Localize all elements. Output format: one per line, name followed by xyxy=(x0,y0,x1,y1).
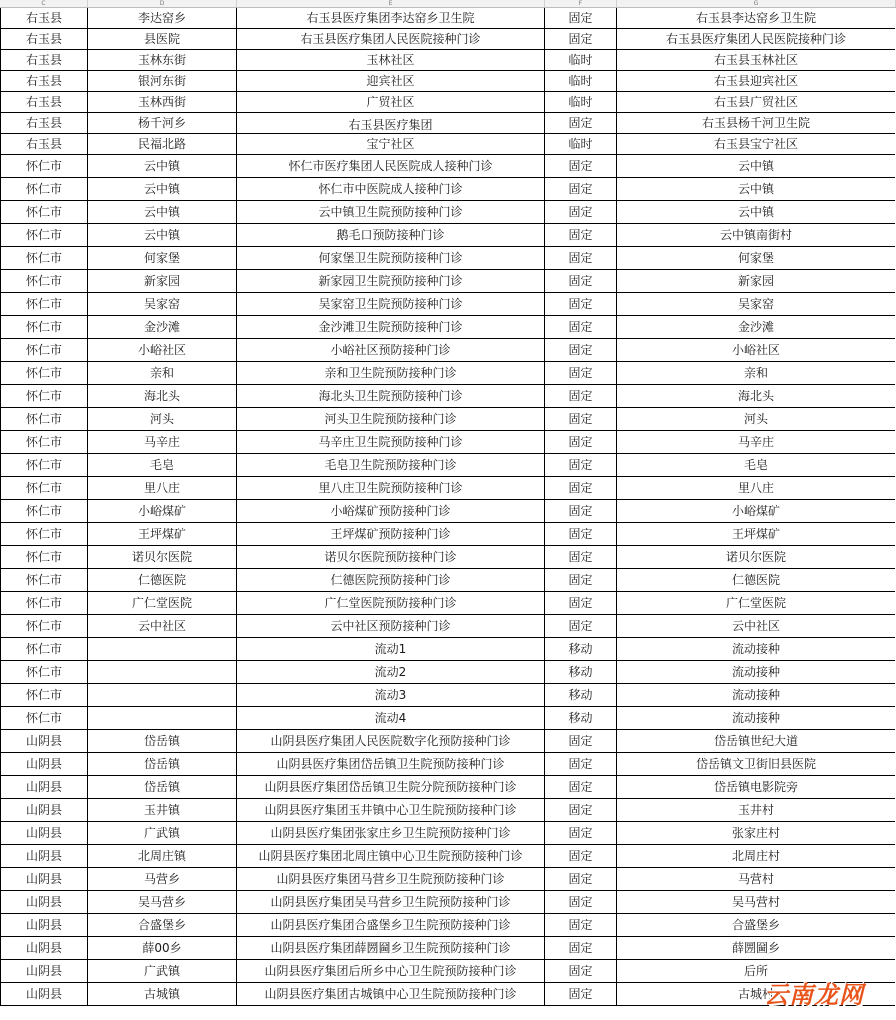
township-cell[interactable]: 民福北路 xyxy=(88,134,237,155)
site-type-cell[interactable]: 固定 xyxy=(545,937,617,960)
site-type-cell[interactable]: 固定 xyxy=(545,523,617,546)
table-row xyxy=(0,71,896,92)
county-cell[interactable]: 右玉县 xyxy=(0,134,88,155)
address-cell[interactable]: 吴家窑 xyxy=(617,293,895,316)
clinic-name-cell[interactable]: 迎宾社区 xyxy=(237,71,545,92)
county-cell[interactable]: 怀仁市 xyxy=(0,431,88,454)
clinic-name-cell[interactable]: 怀仁市中医院成人接种门诊 xyxy=(237,178,545,201)
county-cell[interactable]: 怀仁市 xyxy=(0,569,88,592)
address-cell[interactable]: 王坪煤矿 xyxy=(617,523,895,546)
clinic-name-cell[interactable]: 金沙滩卫生院预防接种门诊 xyxy=(237,316,545,339)
township-cell[interactable]: 海北头 xyxy=(88,385,237,408)
county-cell[interactable]: 怀仁市 xyxy=(0,477,88,500)
table-row xyxy=(0,293,896,316)
column-letter-f[interactable]: F xyxy=(545,0,617,7)
site-type-cell[interactable]: 固定 xyxy=(545,615,617,638)
table-row xyxy=(0,845,896,868)
county-cell[interactable]: 山阴县 xyxy=(0,891,88,914)
clinic-name-cell[interactable]: 仁德医院预防接种门诊 xyxy=(237,569,545,592)
table-row xyxy=(0,776,896,799)
township-cell[interactable]: 合盛堡乡 xyxy=(88,914,237,937)
township-cell[interactable]: 广武镇 xyxy=(88,960,237,983)
county-cell[interactable]: 怀仁市 xyxy=(0,155,88,178)
clinic-name-cell[interactable]: 流动2 xyxy=(237,661,545,684)
site-type-cell[interactable]: 移动 xyxy=(545,684,617,707)
address-cell[interactable]: 玉井村 xyxy=(617,799,895,822)
clinic-name-cell[interactable]: 何家堡卫生院预防接种门诊 xyxy=(237,247,545,270)
address-cell[interactable]: 右玉县杨千河卫生院 xyxy=(617,113,895,134)
table-row xyxy=(0,730,896,753)
site-type-cell[interactable]: 固定 xyxy=(545,293,617,316)
site-type-cell[interactable]: 固定 xyxy=(545,270,617,293)
county-cell[interactable]: 怀仁市 xyxy=(0,270,88,293)
table-row xyxy=(0,362,896,385)
clinic-name-cell[interactable]: 云中镇卫生院预防接种门诊 xyxy=(237,201,545,224)
site-type-cell[interactable]: 固定 xyxy=(545,247,617,270)
table-row xyxy=(0,92,896,113)
table-row xyxy=(0,822,896,845)
table-row xyxy=(0,891,896,914)
address-cell[interactable]: 诺贝尔医院 xyxy=(617,546,895,569)
township-cell[interactable]: 杨千河乡 xyxy=(88,113,237,134)
site-type-cell[interactable]: 移动 xyxy=(545,638,617,661)
clinic-name-cell[interactable]: 小峪煤矿预防接种门诊 xyxy=(237,500,545,523)
table-row xyxy=(0,8,896,29)
vaccination-site-table xyxy=(0,8,896,1006)
township-cell[interactable]: 广仁堂医院 xyxy=(88,592,237,615)
clinic-name-cell[interactable]: 山阴县医疗集团岱岳镇卫生院预防接种门诊 xyxy=(237,753,545,776)
address-cell[interactable]: 流动接种 xyxy=(617,661,895,684)
address-cell[interactable]: 仁德医院 xyxy=(617,569,895,592)
county-cell[interactable]: 右玉县 xyxy=(0,8,88,29)
county-cell[interactable]: 山阴县 xyxy=(0,868,88,891)
address-cell[interactable]: 流动接种 xyxy=(617,707,895,730)
address-cell[interactable]: 小峪社区 xyxy=(617,339,895,362)
address-cell[interactable]: 马辛庄 xyxy=(617,431,895,454)
township-cell[interactable]: 银河东街 xyxy=(88,71,237,92)
site-type-cell[interactable]: 固定 xyxy=(545,546,617,569)
township-cell[interactable]: 云中镇 xyxy=(88,155,237,178)
county-cell[interactable]: 怀仁市 xyxy=(0,293,88,316)
address-cell[interactable]: 云中镇南街村 xyxy=(617,224,895,247)
clinic-name-cell[interactable]: 云中社区预防接种门诊 xyxy=(237,615,545,638)
township-cell[interactable]: 马辛庄 xyxy=(88,431,237,454)
township-cell[interactable]: 县医院 xyxy=(88,29,237,50)
site-type-cell[interactable]: 固定 xyxy=(545,431,617,454)
township-cell[interactable]: 仁德医院 xyxy=(88,569,237,592)
clinic-name-cell[interactable]: 海北头卫生院预防接种门诊 xyxy=(237,385,545,408)
table-row xyxy=(0,914,896,937)
clinic-name-cell[interactable]: 亲和卫生院预防接种门诊 xyxy=(237,362,545,385)
address-cell[interactable]: 云中镇 xyxy=(617,201,895,224)
site-type-cell[interactable]: 固定 xyxy=(545,753,617,776)
clinic-name-cell[interactable]: 毛皂卫生院预防接种门诊 xyxy=(237,454,545,477)
site-type-cell[interactable]: 临时 xyxy=(545,50,617,71)
county-cell[interactable]: 怀仁市 xyxy=(0,362,88,385)
site-type-cell[interactable]: 固定 xyxy=(545,8,617,29)
county-cell[interactable]: 怀仁市 xyxy=(0,707,88,730)
table-row xyxy=(0,431,896,454)
township-cell[interactable]: 玉林东街 xyxy=(88,50,237,71)
township-cell[interactable]: 云中镇 xyxy=(88,201,237,224)
address-cell[interactable]: 右玉县广贸社区 xyxy=(617,92,895,113)
township-cell[interactable]: 玉林西街 xyxy=(88,92,237,113)
clinic-name-cell[interactable]: 流动3 xyxy=(237,684,545,707)
clinic-name-cell[interactable]: 诺贝尔医院预防接种门诊 xyxy=(237,546,545,569)
table-row xyxy=(0,638,896,661)
county-cell[interactable]: 怀仁市 xyxy=(0,638,88,661)
county-cell[interactable]: 怀仁市 xyxy=(0,247,88,270)
site-type-cell[interactable]: 固定 xyxy=(545,113,617,134)
site-type-cell[interactable]: 固定 xyxy=(545,914,617,937)
address-cell[interactable]: 金沙滩 xyxy=(617,316,895,339)
township-cell[interactable]: 云中镇 xyxy=(88,224,237,247)
address-cell[interactable]: 广仁堂医院 xyxy=(617,592,895,615)
township-cell[interactable]: 小峪社区 xyxy=(88,339,237,362)
clinic-name-cell[interactable]: 新家园卫生院预防接种门诊 xyxy=(237,270,545,293)
county-cell[interactable]: 怀仁市 xyxy=(0,385,88,408)
site-type-cell[interactable]: 固定 xyxy=(545,776,617,799)
clinic-name-cell[interactable]: 山阴县医疗集团北周庄镇中心卫生院预防接种门诊 xyxy=(237,845,545,868)
clinic-name-cell[interactable]: 鹅毛口预防接种门诊 xyxy=(237,224,545,247)
county-cell[interactable]: 山阴县 xyxy=(0,983,88,1006)
township-cell[interactable]: 小峪煤矿 xyxy=(88,500,237,523)
address-cell[interactable]: 河头 xyxy=(617,408,895,431)
address-cell[interactable]: 亲和 xyxy=(617,362,895,385)
county-cell[interactable]: 右玉县 xyxy=(0,71,88,92)
site-type-cell[interactable]: 固定 xyxy=(545,960,617,983)
clinic-name-cell[interactable]: 右玉县医疗集团 xyxy=(237,113,545,134)
site-type-cell[interactable]: 固定 xyxy=(545,224,617,247)
address-cell[interactable]: 流动接种 xyxy=(617,684,895,707)
township-cell[interactable]: 里八庄 xyxy=(88,477,237,500)
address-cell[interactable]: 新家园 xyxy=(617,270,895,293)
county-cell[interactable]: 山阴县 xyxy=(0,799,88,822)
site-type-cell[interactable]: 固定 xyxy=(545,155,617,178)
township-cell[interactable]: 岱岳镇 xyxy=(88,776,237,799)
township-cell[interactable]: 毛皂 xyxy=(88,454,237,477)
table-row xyxy=(0,523,896,546)
township-cell[interactable]: 云中社区 xyxy=(88,615,237,638)
township-cell[interactable] xyxy=(88,707,237,730)
site-type-cell[interactable]: 固定 xyxy=(545,408,617,431)
site-type-cell[interactable]: 临时 xyxy=(545,134,617,155)
township-cell[interactable]: 岱岳镇 xyxy=(88,730,237,753)
clinic-name-cell[interactable]: 流动1 xyxy=(237,638,545,661)
county-cell[interactable]: 怀仁市 xyxy=(0,224,88,247)
site-type-cell[interactable]: 固定 xyxy=(545,592,617,615)
site-type-cell[interactable]: 移动 xyxy=(545,661,617,684)
clinic-name-cell[interactable]: 玉林社区 xyxy=(237,50,545,71)
county-cell[interactable]: 山阴县 xyxy=(0,960,88,983)
address-cell[interactable]: 云中镇 xyxy=(617,155,895,178)
site-type-cell[interactable]: 固定 xyxy=(545,983,617,1006)
table-row xyxy=(0,592,896,615)
township-cell[interactable]: 广武镇 xyxy=(88,822,237,845)
address-cell[interactable]: 北周庄村 xyxy=(617,845,895,868)
site-type-cell[interactable]: 移动 xyxy=(545,707,617,730)
table-row xyxy=(0,339,896,362)
clinic-name-cell[interactable]: 山阴县医疗集团吴马营乡卫生院预防接种门诊 xyxy=(237,891,545,914)
clinic-name-cell[interactable]: 山阴县医疗集团玉井镇中心卫生院预防接种门诊 xyxy=(237,799,545,822)
county-cell[interactable]: 怀仁市 xyxy=(0,684,88,707)
township-cell[interactable]: 亲和 xyxy=(88,362,237,385)
county-cell[interactable]: 怀仁市 xyxy=(0,523,88,546)
address-cell[interactable]: 岱岳镇电影院旁 xyxy=(617,776,895,799)
county-cell[interactable]: 怀仁市 xyxy=(0,201,88,224)
address-cell[interactable]: 何家堡 xyxy=(617,247,895,270)
county-cell[interactable]: 怀仁市 xyxy=(0,661,88,684)
clinic-name-cell[interactable]: 河头卫生院预防接种门诊 xyxy=(237,408,545,431)
township-cell[interactable]: 北周庄镇 xyxy=(88,845,237,868)
township-cell[interactable]: 金沙滩 xyxy=(88,316,237,339)
clinic-name-cell[interactable]: 广仁堂医院预防接种门诊 xyxy=(237,592,545,615)
table-row xyxy=(0,799,896,822)
address-cell[interactable]: 薛圐圙乡 xyxy=(617,937,895,960)
site-type-cell[interactable]: 固定 xyxy=(545,868,617,891)
address-cell[interactable]: 里八庄 xyxy=(617,477,895,500)
table-row xyxy=(0,408,896,431)
clinic-name-cell[interactable]: 山阴县医疗集团张家庄乡卫生院预防接种门诊 xyxy=(237,822,545,845)
township-cell[interactable]: 吴家窑 xyxy=(88,293,237,316)
county-cell[interactable]: 山阴县 xyxy=(0,937,88,960)
township-cell[interactable]: 马营乡 xyxy=(88,868,237,891)
county-cell[interactable]: 山阴县 xyxy=(0,776,88,799)
county-cell[interactable]: 怀仁市 xyxy=(0,615,88,638)
site-type-cell[interactable]: 固定 xyxy=(545,477,617,500)
address-cell[interactable]: 右玉县玉林社区 xyxy=(617,50,895,71)
table-row xyxy=(0,224,896,247)
township-cell[interactable]: 诺贝尔医院 xyxy=(88,546,237,569)
site-type-cell[interactable]: 固定 xyxy=(545,822,617,845)
site-type-cell[interactable]: 固定 xyxy=(545,362,617,385)
township-cell[interactable]: 玉井镇 xyxy=(88,799,237,822)
table-row xyxy=(0,569,896,592)
address-cell[interactable]: 后所 xyxy=(617,960,895,983)
clinic-name-cell[interactable]: 王坪煤矿预防接种门诊 xyxy=(237,523,545,546)
table-row xyxy=(0,615,896,638)
site-watermark-logo: 云南龙网 xyxy=(764,980,864,1009)
township-cell[interactable]: 云中镇 xyxy=(88,178,237,201)
county-cell[interactable]: 怀仁市 xyxy=(0,592,88,615)
township-cell[interactable] xyxy=(88,638,237,661)
county-cell[interactable]: 怀仁市 xyxy=(0,500,88,523)
column-header-bar xyxy=(0,0,896,8)
county-cell[interactable]: 右玉县 xyxy=(0,92,88,113)
address-cell[interactable]: 岱岳镇文卫街旧县医院 xyxy=(617,753,895,776)
table-row xyxy=(0,661,896,684)
address-cell[interactable]: 海北头 xyxy=(617,385,895,408)
address-cell[interactable]: 古城村 xyxy=(617,983,895,1006)
table-row xyxy=(0,155,896,178)
site-type-cell[interactable]: 临时 xyxy=(545,71,617,92)
table-row xyxy=(0,868,896,891)
address-cell[interactable]: 右玉县李达窑乡卫生院 xyxy=(617,8,895,29)
county-cell[interactable]: 山阴县 xyxy=(0,845,88,868)
table-row xyxy=(0,385,896,408)
clinic-name-cell[interactable]: 山阴县医疗集团马营乡卫生院预防接种门诊 xyxy=(237,868,545,891)
township-cell[interactable]: 薛00乡 xyxy=(88,937,237,960)
table-row xyxy=(0,937,896,960)
site-type-cell[interactable]: 固定 xyxy=(545,500,617,523)
site-type-cell[interactable]: 固定 xyxy=(545,29,617,50)
township-cell[interactable] xyxy=(88,661,237,684)
table-row xyxy=(0,454,896,477)
table-row xyxy=(0,113,896,134)
column-letter-e[interactable]: E xyxy=(237,0,545,7)
table-row xyxy=(0,50,896,71)
site-type-cell[interactable]: 固定 xyxy=(545,569,617,592)
county-cell[interactable]: 怀仁市 xyxy=(0,408,88,431)
column-letter-c[interactable]: C xyxy=(0,0,88,7)
township-cell[interactable]: 李达窑乡 xyxy=(88,8,237,29)
site-type-cell[interactable]: 固定 xyxy=(545,201,617,224)
address-cell[interactable]: 小峪煤矿 xyxy=(617,500,895,523)
address-cell[interactable]: 右玉县迎宾社区 xyxy=(617,71,895,92)
table-row xyxy=(0,178,896,201)
clinic-name-cell[interactable]: 山阴县医疗集团合盛堡乡卫生院预防接种门诊 xyxy=(237,914,545,937)
address-cell[interactable]: 毛皂 xyxy=(617,454,895,477)
address-cell[interactable]: 云中社区 xyxy=(617,615,895,638)
clinic-name-cell[interactable]: 山阴县医疗集团岱岳镇卫生院分院预防接种门诊 xyxy=(237,776,545,799)
county-cell[interactable]: 山阴县 xyxy=(0,822,88,845)
township-cell[interactable]: 吴马营乡 xyxy=(88,891,237,914)
table-row xyxy=(0,134,896,155)
county-cell[interactable]: 山阴县 xyxy=(0,914,88,937)
township-cell[interactable]: 王坪煤矿 xyxy=(88,523,237,546)
column-letter-g[interactable]: G xyxy=(617,0,896,7)
township-cell[interactable]: 古城镇 xyxy=(88,983,237,1006)
address-cell[interactable]: 吴马营村 xyxy=(617,891,895,914)
site-type-cell[interactable]: 固定 xyxy=(545,385,617,408)
township-cell[interactable]: 新家园 xyxy=(88,270,237,293)
site-type-cell[interactable]: 临时 xyxy=(545,92,617,113)
county-cell[interactable]: 怀仁市 xyxy=(0,546,88,569)
county-cell[interactable]: 山阴县 xyxy=(0,753,88,776)
clinic-name-cell[interactable]: 马辛庄卫生院预防接种门诊 xyxy=(237,431,545,454)
address-cell[interactable]: 云中镇 xyxy=(617,178,895,201)
county-cell[interactable]: 右玉县 xyxy=(0,29,88,50)
clinic-name-cell[interactable]: 山阴县医疗集团古城镇中心卫生院预防接种门诊 xyxy=(237,983,545,1006)
site-type-cell[interactable]: 固定 xyxy=(545,845,617,868)
clinic-name-cell[interactable]: 山阴县医疗集团薛圐圙乡卫生院预防接种门诊 xyxy=(237,937,545,960)
site-type-cell[interactable]: 固定 xyxy=(545,454,617,477)
address-cell[interactable]: 马营村 xyxy=(617,868,895,891)
table-row xyxy=(0,201,896,224)
address-cell[interactable]: 右玉县医疗集团人民医院接种门诊 xyxy=(617,29,895,50)
clinic-name-cell[interactable]: 山阴县医疗集团后所乡中心卫生院预防接种门诊 xyxy=(237,960,545,983)
county-cell[interactable]: 右玉县 xyxy=(0,113,88,134)
site-type-cell[interactable]: 固定 xyxy=(545,891,617,914)
table-row xyxy=(0,29,896,50)
address-cell[interactable]: 岱岳镇世纪大道 xyxy=(617,730,895,753)
clinic-name-cell[interactable]: 吴家窑卫生院预防接种门诊 xyxy=(237,293,545,316)
clinic-name-cell[interactable]: 右玉县医疗集团李达窑乡卫生院 xyxy=(237,8,545,29)
clinic-name-cell[interactable]: 山阴县医疗集团人民医院数字化预防接种门诊 xyxy=(237,730,545,753)
clinic-name-cell[interactable]: 右玉县医疗集团人民医院接种门诊 xyxy=(237,29,545,50)
table-row xyxy=(0,270,896,293)
county-cell[interactable]: 怀仁市 xyxy=(0,316,88,339)
column-letter-d[interactable]: D xyxy=(88,0,237,7)
township-cell[interactable]: 何家堡 xyxy=(88,247,237,270)
township-cell[interactable]: 河头 xyxy=(88,408,237,431)
table-row xyxy=(0,316,896,339)
clinic-name-cell[interactable]: 广贸社区 xyxy=(237,92,545,113)
table-row xyxy=(0,546,896,569)
site-type-cell[interactable]: 固定 xyxy=(545,339,617,362)
county-cell[interactable]: 右玉县 xyxy=(0,50,88,71)
table-row xyxy=(0,500,896,523)
site-type-cell[interactable]: 固定 xyxy=(545,799,617,822)
address-cell[interactable]: 张家庄村 xyxy=(617,822,895,845)
site-type-cell[interactable]: 固定 xyxy=(545,178,617,201)
township-cell[interactable] xyxy=(88,684,237,707)
table-row xyxy=(0,707,896,730)
site-type-cell[interactable]: 固定 xyxy=(545,316,617,339)
table-row xyxy=(0,247,896,270)
county-cell[interactable]: 怀仁市 xyxy=(0,339,88,362)
county-cell[interactable]: 怀仁市 xyxy=(0,454,88,477)
table-row xyxy=(0,477,896,500)
address-cell[interactable]: 右玉县宝宁社区 xyxy=(617,134,895,155)
county-cell[interactable]: 怀仁市 xyxy=(0,178,88,201)
township-cell[interactable]: 岱岳镇 xyxy=(88,753,237,776)
clinic-name-cell[interactable]: 宝宁社区 xyxy=(237,134,545,155)
table-row xyxy=(0,684,896,707)
clinic-name-cell[interactable]: 怀仁市医疗集团人民医院成人接种门诊 xyxy=(237,155,545,178)
address-cell[interactable]: 流动接种 xyxy=(617,638,895,661)
clinic-name-cell[interactable]: 里八庄卫生院预防接种门诊 xyxy=(237,477,545,500)
county-cell[interactable]: 山阴县 xyxy=(0,730,88,753)
table-row xyxy=(0,753,896,776)
clinic-name-cell[interactable]: 小峪社区预防接种门诊 xyxy=(237,339,545,362)
clinic-name-cell[interactable]: 流动4 xyxy=(237,707,545,730)
address-cell[interactable]: 合盛堡乡 xyxy=(617,914,895,937)
site-type-cell[interactable]: 固定 xyxy=(545,730,617,753)
